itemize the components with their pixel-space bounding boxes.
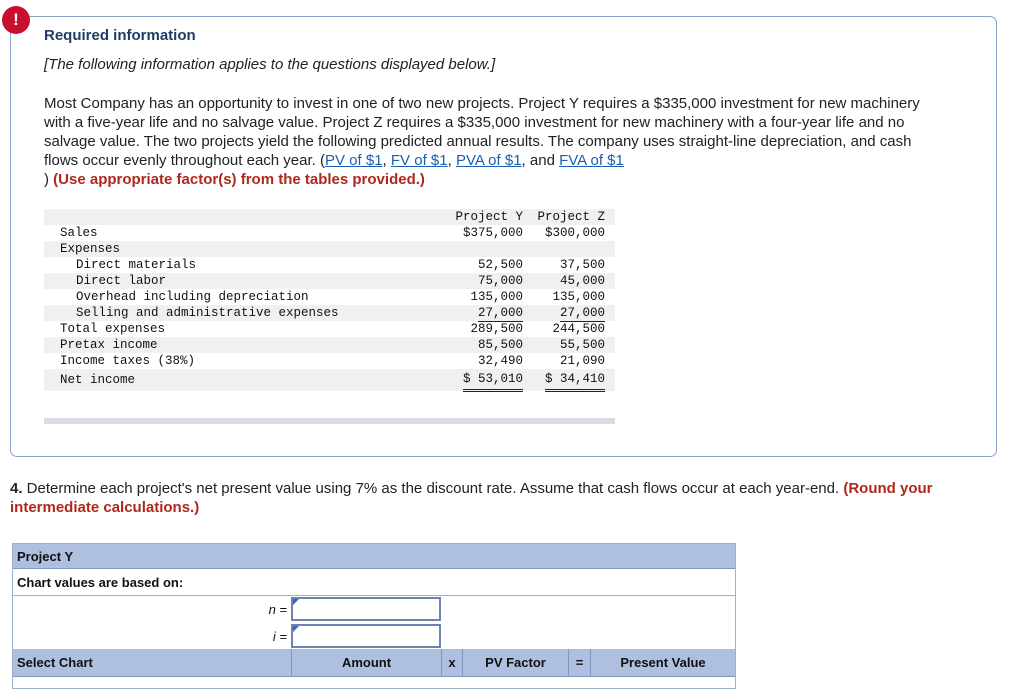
info-paragraph bbox=[44, 94, 944, 189]
table-row-direct-labor bbox=[44, 273, 615, 289]
link-separator: , and bbox=[521, 152, 560, 169]
value-y: 32,490 bbox=[477, 354, 523, 368]
value-y: 52,500 bbox=[477, 258, 523, 272]
row-label: Pretax income bbox=[60, 338, 158, 352]
value-z: $300,000 bbox=[544, 226, 605, 240]
info-subtitle: [The following information applies to the questions displayed below.] bbox=[44, 56, 496, 73]
table-row-overhead bbox=[44, 289, 615, 305]
value-z: 37,500 bbox=[559, 258, 605, 272]
table-row-income-taxes bbox=[44, 353, 615, 369]
info-title: Required information bbox=[44, 27, 196, 44]
value-y: $ 53,010 bbox=[463, 369, 523, 392]
i-input[interactable] bbox=[291, 624, 441, 648]
value-z: $ 34,410 bbox=[545, 369, 605, 392]
alert-icon: ! bbox=[2, 6, 30, 34]
row-label: Direct materials bbox=[76, 258, 197, 272]
col-present-value: Present Value bbox=[590, 649, 735, 676]
value-y: 289,500 bbox=[470, 322, 523, 336]
value-z: 135,000 bbox=[552, 290, 605, 304]
link-fv-of-1[interactable]: FV of $1 bbox=[390, 152, 448, 169]
value-z: 244,500 bbox=[552, 322, 605, 336]
link-separator: , bbox=[382, 152, 391, 169]
question-text: Determine each project's net present value using 7% as the discount rate. Assume that cash flows occur at each year-end. bbox=[22, 480, 844, 497]
table-header-row bbox=[44, 209, 615, 225]
worksheet-header: Project Y bbox=[13, 544, 735, 569]
table-row-direct-materials bbox=[44, 257, 615, 273]
question-number: 4. bbox=[10, 480, 23, 497]
project-y-worksheet bbox=[12, 543, 736, 689]
close-paren: ) bbox=[44, 171, 49, 188]
row-label: Total expenses bbox=[60, 322, 166, 336]
value-y: $375,000 bbox=[462, 226, 523, 240]
link-pv-of-1[interactable]: PV of $1 bbox=[325, 152, 383, 169]
col-pv-factor: PV Factor bbox=[462, 649, 568, 676]
col-select-chart: Select Chart bbox=[17, 655, 93, 670]
table-row-sales bbox=[44, 225, 615, 241]
link-separator: , bbox=[447, 152, 456, 169]
value-y: 85,500 bbox=[477, 338, 523, 352]
row-label: Selling and administrative expenses bbox=[76, 306, 339, 320]
col-header-project-y: Project Y bbox=[455, 210, 523, 224]
value-z: 55,500 bbox=[559, 338, 605, 352]
info-paragraph-text: Most Company has an opportunity to invest in one of two new projects. Project Y requires a $335,000 investment for new machinery with a five-year life and no salvage value. Project Z requires a $335,000 investment for new machinery with a four-year life and no salvage value. The two projects yield the following predicted annual results. The company uses straight-line depreciation, and cash flows occur evenly throughout each year. ( bbox=[44, 95, 920, 169]
row-label: Income taxes (38%) bbox=[60, 354, 196, 368]
value-y: 135,000 bbox=[470, 290, 523, 304]
i-row bbox=[13, 623, 735, 651]
value-y: 27,000 bbox=[477, 306, 523, 320]
row-label: Direct labor bbox=[76, 274, 167, 288]
n-label: n = bbox=[268, 602, 287, 617]
value-z: 21,090 bbox=[559, 354, 605, 368]
table-row-total-expenses bbox=[44, 321, 615, 337]
value-z: 45,000 bbox=[559, 274, 605, 288]
info-instruction: (Use appropriate factor(s) from the tables provided.) bbox=[53, 171, 425, 188]
col-equals: = bbox=[568, 649, 590, 676]
row-label: Net income bbox=[60, 373, 136, 387]
question-4 bbox=[10, 479, 1000, 517]
row-label: Overhead including depreciation bbox=[76, 290, 309, 304]
worksheet-subheader: Chart values are based on: bbox=[13, 569, 735, 596]
table-row-expenses bbox=[44, 241, 615, 257]
link-pva-of-1[interactable]: PVA of $1 bbox=[455, 152, 522, 169]
link-fva-of-1[interactable]: FVA of $1 bbox=[559, 152, 624, 169]
question-instruction: (Round your intermediate calculations.) bbox=[10, 480, 933, 516]
financial-table bbox=[44, 209, 615, 391]
table-divider bbox=[44, 418, 615, 424]
row-label: Expenses bbox=[60, 242, 121, 256]
n-input[interactable] bbox=[291, 597, 441, 621]
value-z: 27,000 bbox=[559, 306, 605, 320]
value-y: 75,000 bbox=[477, 274, 523, 288]
row-label: Sales bbox=[60, 226, 98, 240]
table-row-pretax-income bbox=[44, 337, 615, 353]
col-amount: Amount bbox=[291, 649, 441, 676]
worksheet-column-headers bbox=[13, 649, 735, 677]
table-row-net-income bbox=[44, 369, 615, 391]
n-row bbox=[13, 596, 735, 624]
col-times: x bbox=[441, 649, 462, 676]
table-row-selling-admin bbox=[44, 305, 615, 321]
i-label: i = bbox=[272, 629, 287, 644]
col-header-project-z: Project Z bbox=[537, 210, 605, 224]
